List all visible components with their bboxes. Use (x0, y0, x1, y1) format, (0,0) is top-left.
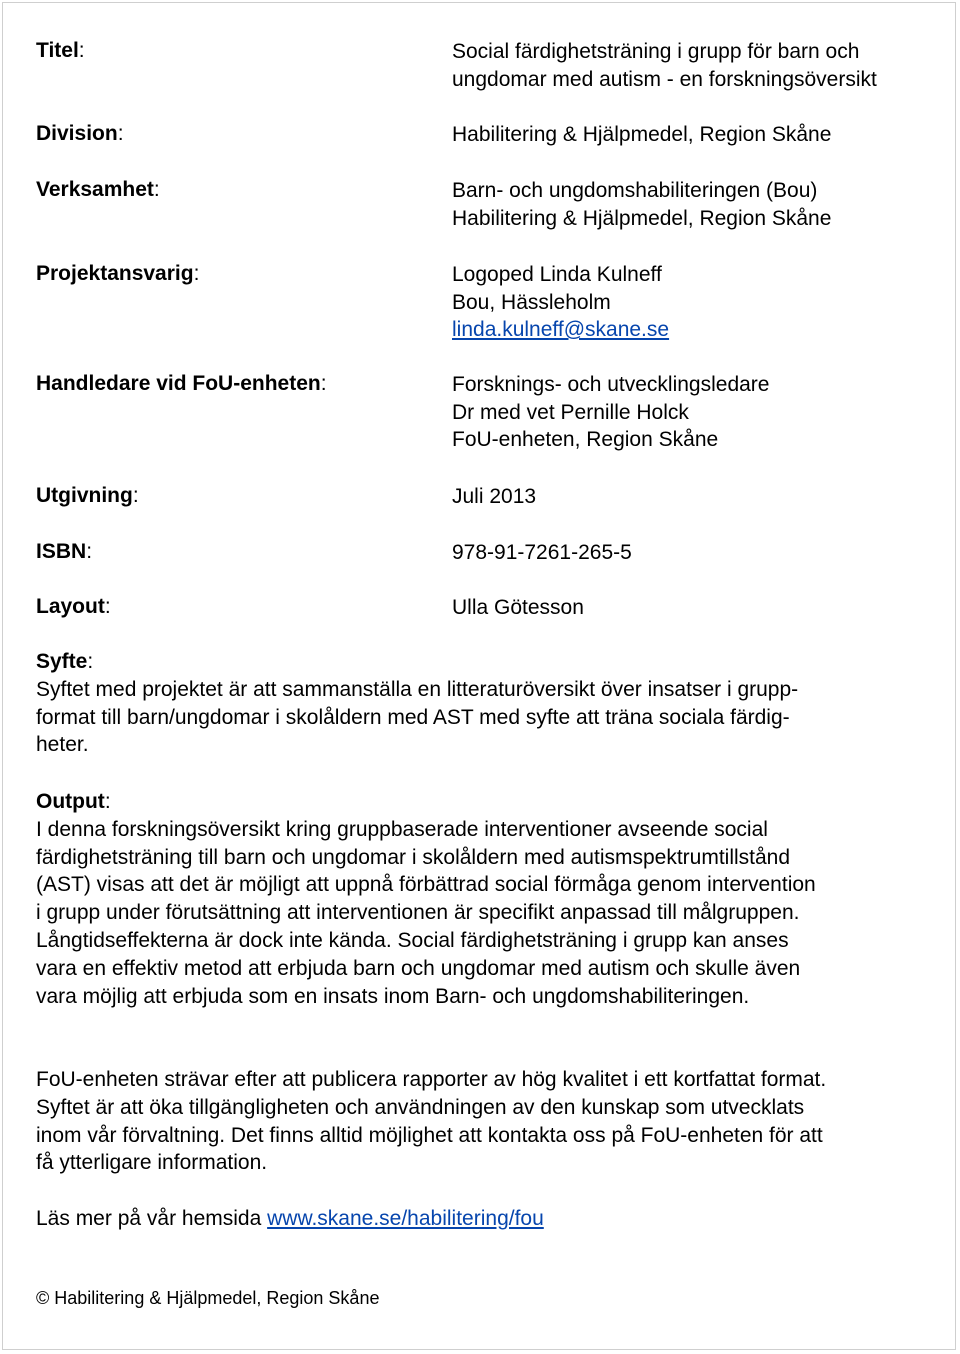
label-isbn: ISBN: (36, 540, 93, 563)
read-more-text: Läs mer på vår hemsida (36, 1207, 262, 1230)
value-verksamhet (452, 177, 831, 232)
projektansvarig-line: Bou, Hässleholm (452, 290, 611, 314)
titel-line: ungdomar med autism - en forskningsöversikt (452, 67, 877, 91)
fou-line: inom vår förvaltning. Det finns alltid möjlighet att kontakta oss på FoU-enheten för att (36, 1123, 823, 1147)
label-handledare: Handledare vid FoU-enheten: (36, 372, 327, 395)
verksamhet-line: Barn- och ungdomshabiliteringen (Bou) (452, 179, 818, 202)
fou-line: FoU-enheten strävar efter att publicera rapporter av hög kvalitet i ett kortfattat format. (36, 1068, 827, 1091)
handledare-line: Forsknings- och utvecklingsledare (452, 373, 770, 396)
value-handledare (452, 371, 769, 454)
value-titel (452, 38, 877, 93)
value-projektansvarig (452, 261, 669, 344)
output-line: i grupp under förutsättning att interventionen är specifikt anpassad till målgruppen. (36, 901, 800, 925)
syfte-line: format till barn/ungdomar i skolåldern med AST med syfte att träna sociala färdig- (36, 705, 790, 729)
syfte-line: Syftet med projektet är att sammanställa en litteraturöversikt över insatser i grupp- (36, 677, 799, 701)
verksamhet-line: Habilitering & Hjälpmedel, Region Skåne (452, 206, 832, 230)
label-verksamhet: Verksamhet: (36, 178, 160, 201)
output-line: Långtidseffekterna är dock inte kända. Social färdighetsträning i grupp kan anses (36, 928, 789, 952)
label-projektansvarig: Projektansvarig: (36, 262, 200, 285)
value-utgivning: Juli 2013 (452, 485, 537, 508)
value-layout: Ulla Götesson (452, 596, 584, 619)
output-section (36, 788, 816, 1010)
footer-copyright (36, 1286, 379, 1310)
fou-line: Syftet är att öka tillgängligheten och användningen av den kunskap som utvecklats (36, 1095, 805, 1119)
titel-line: Social färdighetsträning i grupp för barn och (452, 40, 860, 63)
output-heading: Output: (36, 790, 111, 813)
output-line: I denna forskningsöversikt kring gruppbaserade interventioner avseende social (36, 817, 768, 841)
syfte-heading: Syfte: (36, 650, 94, 673)
output-line: (AST) visas att det är möjligt att uppnå förbättrad social förmåga genom intervention (36, 873, 816, 897)
label-utgivning: Utgivning: (36, 484, 139, 507)
handledare-line: Dr med vet Pernille Holck (452, 400, 689, 424)
fou-section (36, 1066, 826, 1177)
label-titel: Titel: (36, 39, 85, 62)
output-line: vara en effektiv metod att erbjuda barn och ungdomar med autism och skulle även (36, 956, 801, 980)
label-layout: Layout: (36, 595, 111, 618)
output-line: färdighetsträning till barn och ungdomar i skolåldern med autismspektrumtillstånd (36, 845, 791, 869)
copyright-icon: © (36, 1288, 50, 1308)
footer-text: Habilitering & Hjälpmedel, Region Skåne (54, 1288, 380, 1308)
projektansvarig-line: Logoped Linda Kulneff (452, 263, 662, 286)
value-isbn: 978-91-7261-265-5 (452, 541, 632, 564)
syfte-section (36, 648, 798, 759)
value-division: Habilitering & Hjälpmedel, Region Skåne (452, 123, 832, 146)
output-line: vara möjlig att erbjuda som en insats inom Barn- och ungdomshabiliteringen. (36, 984, 750, 1008)
fou-line: få ytterligare information. (36, 1151, 268, 1175)
email-link[interactable]: linda.kulneff@skane.se (452, 318, 670, 341)
label-division: Division: (36, 122, 124, 145)
website-link[interactable]: www.skane.se/habilitering/fou (267, 1207, 544, 1230)
read-more (36, 1205, 544, 1233)
syfte-line: heter. (36, 733, 89, 757)
handledare-line: FoU-enheten, Region Skåne (452, 428, 719, 451)
